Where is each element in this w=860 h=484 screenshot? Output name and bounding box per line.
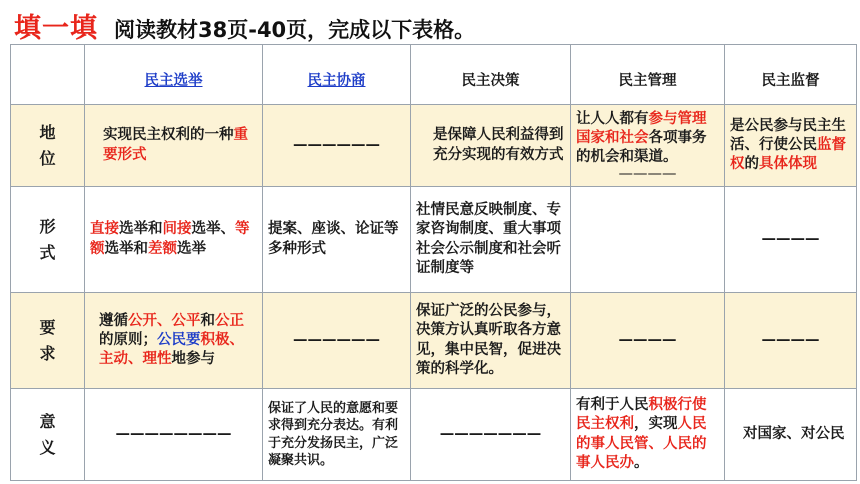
row-label-meaning: 意 义 [11,389,85,481]
election-link[interactable]: 民主选举 [144,72,203,89]
cell-req-decision: 保证广泛的公民参与，决策方认真听取各方意见，集中民智，促进决策的科学化。 [411,293,571,389]
column-header-consult [263,45,411,105]
cell-form-decision: 社情民意反映制度、专家咨询制度、重大事项社会公示制度和社会听证制度等 [411,187,571,293]
cell-form-consult: 提案、座谈、论证等多种形式 [263,187,411,293]
corner-cell [11,45,85,105]
manage-status-underline: ———— [618,165,677,182]
column-header-manage: 民主管理 [571,45,725,105]
row-label-form: 形 式 [11,187,85,293]
column-header-decision: 民主决策 [411,45,571,105]
cell-status-election: 实现民主权利的一种重要形式 [85,105,263,187]
cell-status-manage: 让人人都有参与管理国家和社会各项事务的机会和渠道。 ———— [571,105,725,187]
cell-meaning-consult: 保证了人民的意愿和要求得到充分表达。有利于充分发扬民主，广泛凝聚共识。 [263,389,411,481]
cell-req-election: 遵循公开、公平和公正的原则；公民要积极、主动、理性地参与 [85,293,263,389]
slide-title: 填一填 [14,13,98,44]
row-status [11,105,857,187]
cell-status-supervise: 是公民参与民主生活、行使公民监督权的具体体现 [725,105,857,187]
cell-meaning-manage: 有利于人民积极行使民主权利，实现人民的事人民管、人民的事人民办。 [571,389,725,481]
cell-status-consult: —————— [263,105,411,187]
row-meaning [11,389,857,481]
consult-link[interactable]: 民主协商 [307,72,366,89]
cell-form-supervise: ———— [725,187,857,293]
cell-meaning-decision: ——————— [411,389,571,481]
row-label-status: 地 位 [11,105,85,187]
democracy-table [10,44,857,481]
slide-instruction: 阅读教材38页-40页，完成以下表格。 [114,18,476,42]
column-header-supervise: 民主监督 [725,45,857,105]
title-row [14,6,476,44]
row-label-requirement: 要 求 [11,293,85,389]
cell-form-manage [571,187,725,293]
cell-form-election: 直接选举和间接选举、等额选举和差额选举 [85,187,263,293]
cell-meaning-supervise: 对国家、对公民 [725,389,857,481]
cell-meaning-election: ———————— [85,389,263,481]
cell-req-consult: —————— [263,293,411,389]
cell-req-supervise: ———— [725,293,857,389]
row-requirement [11,293,857,389]
row-form [11,187,857,293]
column-header-election [85,45,263,105]
cell-req-manage: ———— [571,293,725,389]
cell-status-decision: 是保障人民利益得到充分实现的有效方式 [411,105,571,187]
header-row [11,45,857,105]
